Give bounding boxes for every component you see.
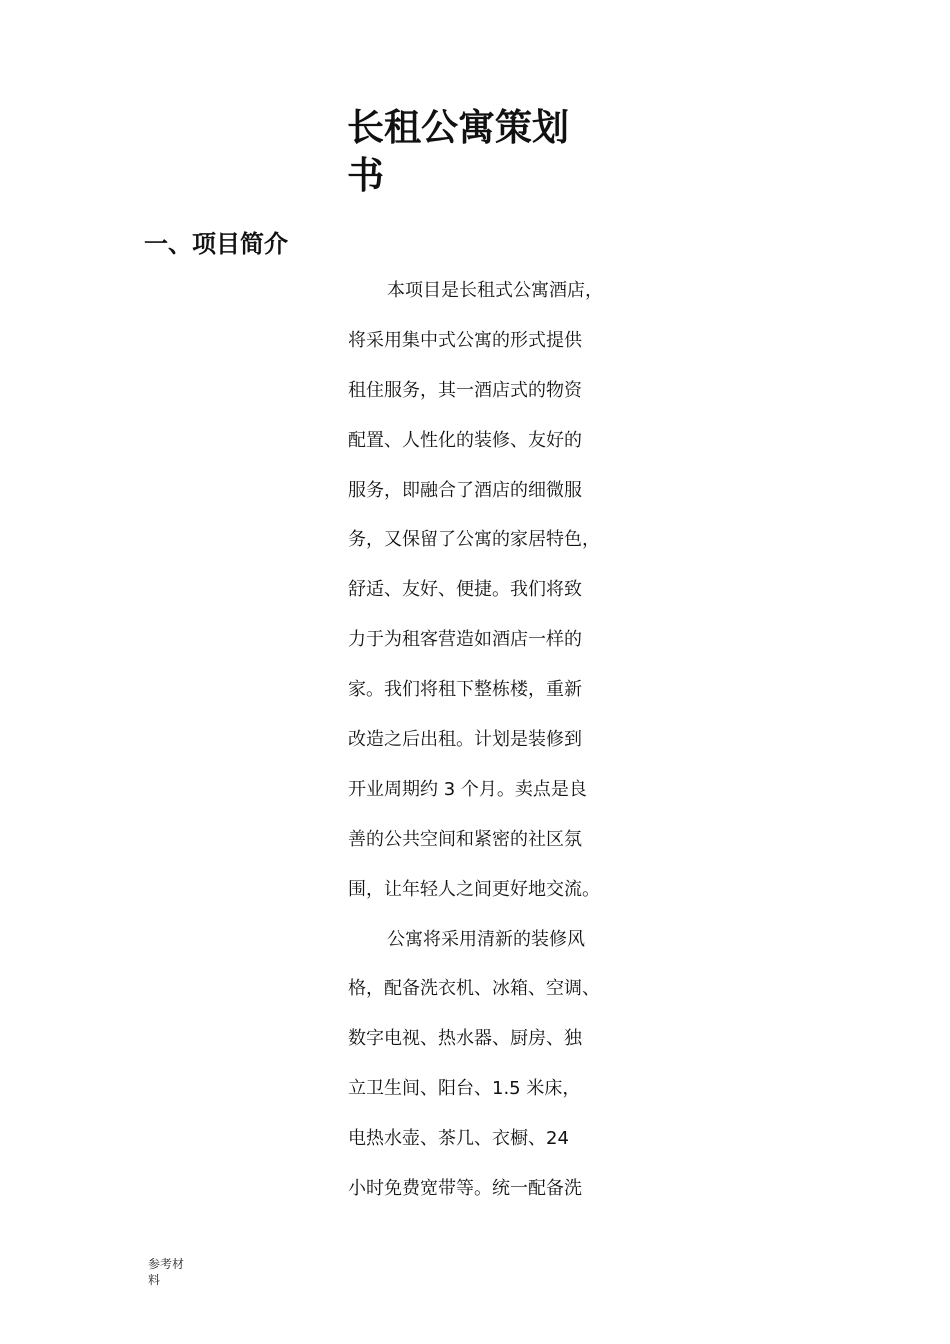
footer-note-line-1: 参考材 <box>148 1257 185 1271</box>
paragraph-facilities <box>348 915 648 1214</box>
text-line: 家。我们将租下整栋楼，重新 <box>348 679 582 701</box>
text-line: 围，让年轻人之间更好地交流。 <box>348 878 600 900</box>
text-line: 本项目是长租式公寓酒店， <box>387 280 603 301</box>
body-text <box>348 266 648 1214</box>
text-line: 配置、人性化的装修、友好的 <box>348 429 582 451</box>
text-line: 力于为租客营造如酒店一样的 <box>348 629 582 651</box>
page-title-line-2: 书 <box>347 154 384 197</box>
footer-note-line-2: 料 <box>148 1273 161 1287</box>
text-line: 小时免费宽带等。统一配备洗 <box>348 1178 582 1200</box>
text-line: 将采用集中式公寓的形式提供 <box>348 329 582 351</box>
text-line: 务，又保留了公寓的家居特色， <box>348 529 600 551</box>
text-line: 舒适、友好、便捷。我们将致 <box>348 579 582 601</box>
text-line: 开业周期约 3 个月。卖点是良 <box>348 778 587 800</box>
page-title <box>347 104 587 200</box>
text-line: 电热水壶、茶几、衣橱、24 <box>348 1128 569 1150</box>
text-line: 数字电视、热水器、厨房、独 <box>348 1028 582 1050</box>
text-line: 公寓将采用清新的装修风 <box>387 928 585 950</box>
text-line: 善的公共空间和紧密的社区氛 <box>348 828 582 850</box>
text-line: 改造之后出租。计划是装修到 <box>348 729 582 751</box>
text-line: 租住服务，其一酒店式的物资 <box>348 379 582 401</box>
text-line: 格，配备洗衣机、冰箱、空调、 <box>348 978 600 1000</box>
text-line: 服务，即融合了酒店的细微服 <box>348 479 582 501</box>
footer-note <box>148 1256 198 1288</box>
paragraph-intro <box>348 266 648 915</box>
page-title-line-1: 长租公寓策划 <box>347 106 569 149</box>
text-line: 立卫生间、阳台、1.5 米床， <box>348 1078 581 1100</box>
section-heading-project-intro: 一、项目简介 <box>144 230 288 258</box>
